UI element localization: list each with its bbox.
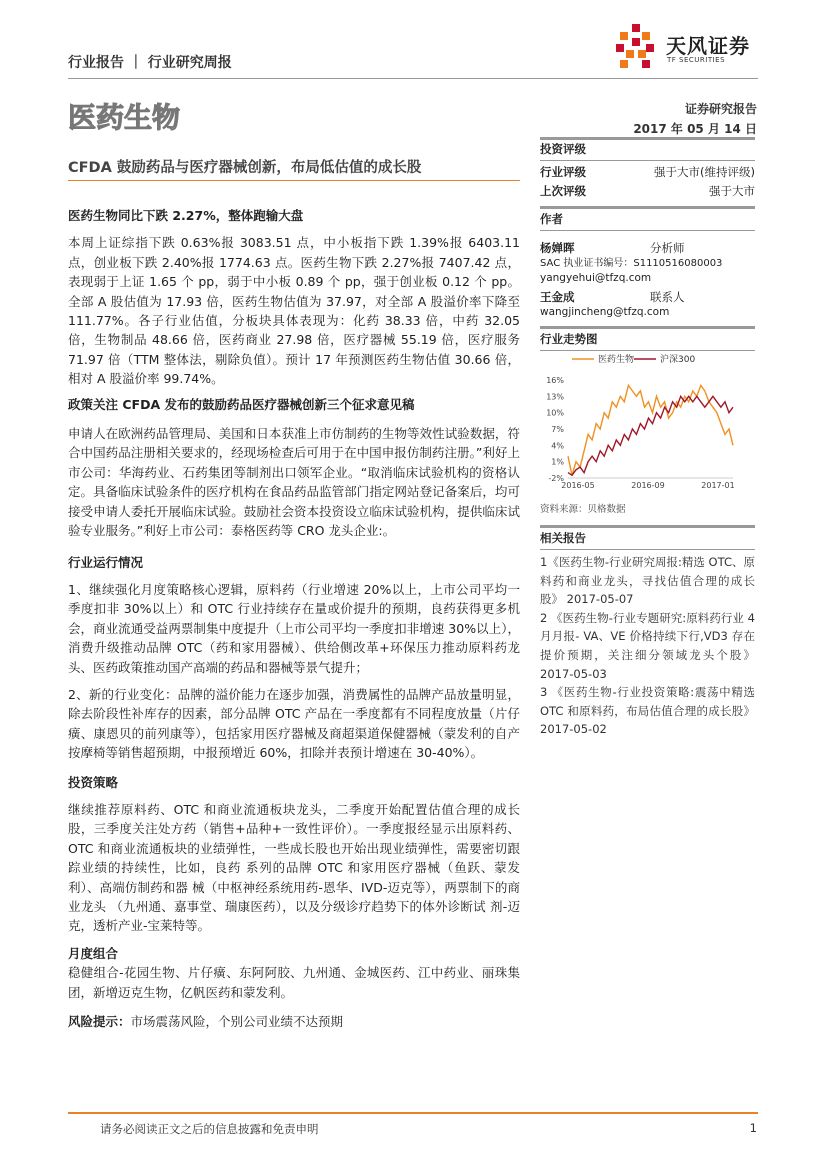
performance-body: 本周上证综指下跌 0.63%报 3083.51 点，中小板指下跌 1.39%报 6403.11 点，创业板下跌 2.40%报 1774.63 点。医药生物下跌 2.27%报 7407.42 点，表现弱于上证 1.65 个 pp，弱于中小板 0.89 个 pp，强于创业板 0.12 个 pp。全部 A 股估值为 17.93 倍，医药生物估值为 37.97，对全部 A 股溢价率下降至 111.77%。各子行业估值，分板块具体表现为：化药 38.33 倍，中药 32.05 倍，生物制品 48.66 倍，医药商业 27.98 倍，医疗器械 55.19 倍，医疗服务 71.97 倍（TTM 整体法，剔除负值）。预计 17 年预测医药生物估值 30.66 倍，相对 A 股溢价率 99.74%。 — [68, 235, 520, 387]
x-tick-label: 2016-09 — [631, 481, 665, 490]
report-date: 2017 年 05 月 14 日 — [633, 122, 757, 136]
rating-block — [540, 141, 755, 201]
related-top-bar — [540, 525, 755, 528]
y-tick-label: 7% — [551, 425, 564, 434]
footer-disclaimer[interactable]: 请务必阅读正文之后的信息披露和免责申明 — [100, 1122, 319, 1136]
related-title: 相关报告 — [540, 531, 586, 545]
rating-divider — [540, 160, 755, 161]
industry-point-1: 1、继续强化月度策略核心逻辑，原料药（行业增速 20%以上，上市公司平均一季度扣非 30%以上）和 OTC 行业持续存在量或价提升的预期，良药获得更多机会，商业流通受益两票制集中度提升（上市公司平均一季度扣非增速 30%以上），消费升级推动品牌 OTC（药和家用器械）、供给侧改革+环保压力推动原料药龙头、医药政策推动国产高端的药品和器械等景气提升； — [68, 581, 520, 675]
trend-title: 行业走势图 — [540, 332, 598, 346]
trend-chart — [540, 350, 755, 490]
related-list — [540, 553, 755, 739]
section-title-performance: 医药生物同比下跌 2.27%，整体跑输大盘 — [68, 208, 304, 223]
analyst-2-role: 联系人 — [650, 290, 685, 304]
prev-rating-value: 强于大市 — [709, 184, 755, 198]
policy-body: 申请人在欧洲药品管理局、美国和日本获准上市仿制药的生物等效性试验数据，符合中国药品注册相关要求的，经现场检查后可用于在中国申报仿制药注册。”利好上市公司：华海药业、石药集团等制剂出口领军企业。“取消临床试验机构的资格认定。具备临床试验条件的医疗机构在食品药品监管部门指定网站登记备案后，均可接受申请人委托开展临床试验。鼓励社会资本投资设立临床试验机构，提供临床试验专业服务。”利好上市公司：泰格医药等 CRO 龙头企业:。 — [68, 426, 520, 539]
analyst-2-email[interactable]: wangjincheng@tfzq.com — [540, 306, 670, 318]
x-tick-label: 2016-05 — [561, 481, 595, 490]
rating-title: 投资评级 — [540, 142, 586, 156]
page-number: 1 — [749, 1121, 757, 1135]
section-title-portfolio: 月度组合 — [68, 945, 119, 961]
y-tick-label: 1% — [551, 457, 564, 467]
analyst-2 — [540, 290, 755, 320]
header-divider — [68, 78, 758, 79]
report-type: 行业报告 ｜ 行业研究周报 — [68, 55, 232, 71]
logo-mark-icon — [612, 20, 664, 72]
analyst-1 — [540, 241, 755, 286]
sidebar-top-bar — [540, 137, 755, 140]
risk-note — [68, 1012, 520, 1031]
related-divider — [540, 549, 755, 550]
author-divider — [540, 230, 755, 231]
analyst-1-role: 分析师 — [650, 241, 685, 255]
related-block — [540, 530, 755, 739]
section-title-policy: 政策关注 CFDA 发布的鼓励药品医疗器械创新三个征求意见稿 — [68, 396, 415, 412]
logo-name: 天风证券 — [666, 34, 750, 58]
trend-block — [540, 331, 755, 351]
author-top-bar — [540, 206, 755, 209]
chart-source: 资料来源：贝格数据 — [540, 504, 626, 515]
author-block — [540, 211, 755, 320]
footer-divider — [68, 1112, 758, 1114]
section-title-strategy: 投资策略 — [68, 774, 119, 790]
risk-label: 风险提示： — [68, 1014, 131, 1030]
portfolio-body: 稳健组合-花园生物、片仔癀、东阿阿胶、九州通、金城医药、江中药业、丽珠集团，新增迈克生物，亿帆医药和蒙发利。 — [68, 965, 520, 1000]
logo-subtitle: TF SECURITIES — [667, 56, 726, 64]
headline: CFDA 鼓励药品与医疗器械创新，布局低估值的成长股 — [68, 160, 422, 176]
author-title: 作者 — [540, 212, 563, 226]
risk-body: 市场震荡风险，个别公司业绩不达预期 — [130, 1014, 344, 1030]
prev-rating-label: 上次评级 — [540, 184, 586, 198]
legend-label: 医药生物 — [598, 355, 635, 365]
section-title-industry: 行业运行情况 — [68, 554, 144, 570]
analyst-1-cert: SAC 执业证书编号：S1110516080003 — [540, 258, 723, 269]
trend-top-bar — [540, 326, 755, 329]
prev-rating-row — [540, 182, 755, 201]
y-tick-label: 16% — [546, 376, 564, 385]
main-column — [68, 206, 520, 1031]
analyst-2-name: 王金成 — [540, 290, 575, 304]
y-tick-label: 4% — [551, 441, 564, 451]
rating-label: 行业评级 — [540, 165, 586, 179]
y-tick-label: -2% — [548, 474, 564, 483]
y-tick-label: 10% — [546, 408, 564, 418]
headline-divider — [68, 180, 520, 181]
sector-title: 医药生物 — [68, 101, 181, 134]
y-tick-label: 13% — [546, 392, 564, 402]
industry-point-2: 2、新的行业变化：品牌的溢价能力在逐步加强，消费属性的品牌产品放量明显，除去阶段性补库存的因素，部分品牌 OTC 产品在一季度都有不同程度放量（片仔癀、康恩贝的前列康等），包括家用医疗器械及商超渠道保健器械（蒙发利的自产按摩椅等销售超预期，中报预增近 60%，扣除并表预计增速在 30-40%）。 — [68, 686, 520, 761]
x-tick-label: 2017-01 — [701, 481, 735, 490]
strategy-body: 继续推荐原料药、OTC 和商业流通板块龙头，二季度开始配置估值合理的成长股，三季度关注处方药（销售+品种+一致性评价）。一季度报经显示出原料药、OTC 和商业流通板块的业绩弹性，一些成长股也开始出现业绩弹性，需要密切跟踪业绩的持续性，比如，良药 系列的品牌 OTC 和家用医疗器械（鱼跃、蒙发利）、高端仿制药和器 械（中枢神经系统用药-恩华、IVD-迈克等），两票制下的商业龙头 （九州通、嘉事堂、瑞康医药），以及分级诊疗趋势下的体外诊断试 剂-迈克，透析产业-宝莱特等。 — [68, 801, 520, 934]
analyst-1-email[interactable]: yangyehui@tfzq.com — [540, 272, 652, 284]
rating-value: 强于大市(维持评级) — [654, 165, 755, 179]
rating-row — [540, 163, 755, 182]
related-item[interactable]: 3 《医药生物-行业投资策略:震荡中精选 OTC 和原料药，布局估值合理的成长股》 2017-05-02 — [540, 685, 755, 737]
report-label: 证券研究报告 — [684, 102, 757, 116]
series-line-医药生物 — [568, 385, 733, 475]
analyst-1-name: 杨婵晖 — [540, 241, 575, 255]
related-item[interactable]: 1《医药生物-行业研究周报:精选 OTC、原料药和商业龙头，寻找估值合理的成长股》 2017-05-07 — [540, 555, 755, 607]
legend-label: 沪深300 — [660, 355, 696, 365]
related-item[interactable]: 2 《医药生物-行业专题研究:原料药行业 4 月月报- VA、VE 价格持续下行,VD3 存在提价预期，关注细分领域龙头个股》 2017-05-03 — [540, 610, 755, 681]
